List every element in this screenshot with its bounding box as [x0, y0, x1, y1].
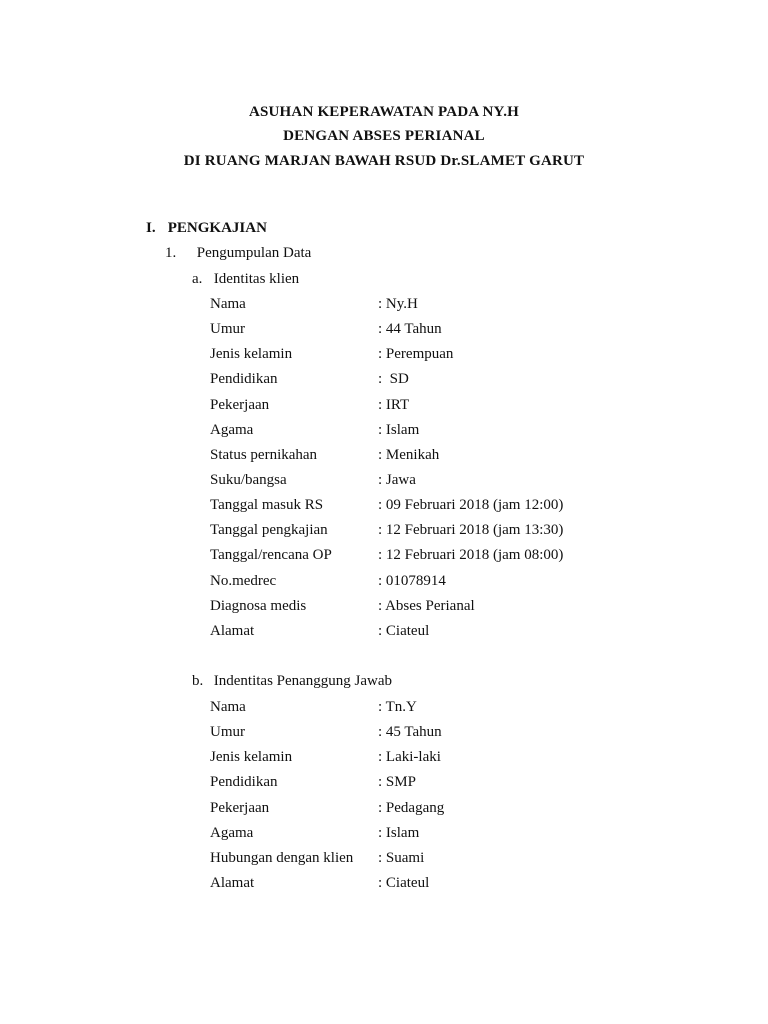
field-value: : 45 Tahun	[378, 724, 442, 741]
field-value: : Ciateul	[378, 874, 430, 891]
group-heading-penanggung-jawab	[192, 673, 392, 690]
identity-row	[210, 800, 670, 825]
identity-row	[210, 699, 670, 724]
field-label: Umur	[210, 321, 245, 338]
field-label: Status pernikahan	[210, 446, 318, 463]
identity-row	[210, 321, 670, 346]
section-label: PENGKAJIAN	[167, 220, 267, 236]
field-label: Alamat	[210, 622, 255, 639]
field-label: Pekerjaan	[210, 396, 270, 413]
identity-row	[210, 850, 670, 875]
identity-row	[210, 547, 670, 572]
field-value: : Laki-laki	[378, 749, 441, 766]
identity-row	[210, 397, 670, 422]
group-letter: b.	[192, 673, 204, 689]
field-label: Nama	[210, 296, 246, 312]
field-label: Agama	[210, 421, 254, 438]
field-label: Alamat	[210, 874, 255, 891]
identity-row	[210, 497, 670, 522]
identity-row	[210, 623, 670, 648]
field-label: Nama	[210, 699, 246, 715]
field-label: Tanggal masuk RS	[210, 497, 324, 514]
field-value: : 09 Februari 2018 (jam 12:00)	[378, 497, 564, 514]
identity-row	[210, 371, 670, 396]
field-label: Jenis kelamin	[210, 346, 293, 363]
field-label: Suku/bangsa	[210, 471, 287, 488]
field-label: Pendidikan	[210, 774, 278, 791]
field-value: : Ny.H	[378, 296, 418, 312]
field-label: Pendidikan	[210, 371, 278, 388]
identity-row	[210, 749, 670, 774]
field-value: : Islam	[378, 824, 420, 841]
section-number: I.	[146, 220, 156, 236]
document-title-line-1: ASUHAN KEPERAWATAN PADA NY.H	[248, 104, 520, 120]
identity-row	[210, 825, 670, 850]
field-label: Hubungan dengan klien	[210, 849, 354, 866]
group-heading-identitas-klien	[192, 271, 299, 288]
field-label: Pekerjaan	[210, 799, 270, 816]
identitas-klien-list	[210, 296, 670, 648]
field-value: : Perempuan	[378, 346, 454, 363]
identity-row	[210, 774, 670, 799]
field-value: : SMP	[378, 774, 416, 791]
field-label: Jenis kelamin	[210, 749, 293, 766]
identity-row	[210, 573, 670, 598]
subsection-number: 1.	[165, 245, 177, 261]
field-value: : Abses Perianal	[378, 597, 475, 614]
document-title-line-2: DENGAN ABSES PERIANAL	[283, 128, 485, 144]
penanggung-jawab-list	[210, 699, 670, 900]
field-value: : Suami	[378, 849, 425, 866]
field-value: : IRT	[378, 396, 410, 413]
field-value: : 44 Tahun	[378, 321, 442, 338]
field-value: : 12 Februari 2018 (jam 08:00)	[378, 547, 564, 564]
field-value: : Tn.Y	[378, 699, 417, 715]
field-value: : Jawa	[378, 471, 416, 488]
subsection-label: Pengumpulan Data	[196, 245, 312, 261]
field-label: Umur	[210, 724, 245, 741]
field-value: : Ciateul	[378, 622, 430, 639]
field-label: Tanggal/rencana OP	[210, 547, 332, 564]
identity-row	[210, 724, 670, 749]
group-label: Identitas klien	[213, 271, 300, 287]
field-value: : Islam	[378, 421, 420, 438]
field-value: : 01078914	[378, 572, 446, 589]
identity-row	[210, 296, 670, 321]
identity-row	[210, 875, 670, 900]
identity-row	[210, 522, 670, 547]
field-value: : 12 Februari 2018 (jam 13:30)	[378, 522, 564, 539]
document-title-line-3: DI RUANG MARJAN BAWAH RSUD Dr.SLAMET GARUT	[183, 153, 585, 169]
field-value: : SD	[378, 371, 409, 388]
group-letter: a.	[192, 271, 203, 287]
subsection-heading	[165, 245, 311, 262]
field-label: Tanggal pengkajian	[210, 522, 328, 539]
field-label: No.medrec	[210, 572, 277, 589]
group-label: Indentitas Penanggung Jawab	[213, 673, 393, 689]
field-value: : Pedagang	[378, 799, 445, 816]
field-label: Diagnosa medis	[210, 597, 307, 614]
field-label: Agama	[210, 824, 254, 841]
identity-row	[210, 422, 670, 447]
identity-row	[210, 346, 670, 371]
identity-row	[210, 598, 670, 623]
section-heading-pengkajian	[146, 220, 267, 237]
field-value: : Menikah	[378, 446, 440, 463]
identity-row	[210, 472, 670, 497]
identity-row	[210, 447, 670, 472]
